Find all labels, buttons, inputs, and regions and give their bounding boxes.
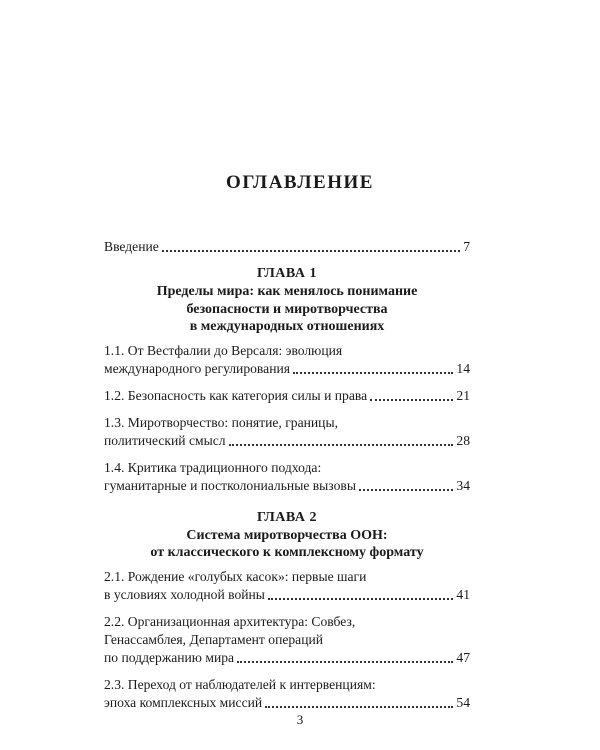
toc-page-number: 47 xyxy=(456,649,470,665)
dot-leader xyxy=(370,398,453,401)
toc-entry-1-3: 1.3. Миротворчество: понятие, границы, политический смысл 28 xyxy=(104,414,470,448)
toc-entry-1-4: 1.4. Критика традиционного подхода: гуманитарные и постколониальные вызовы 34 xyxy=(104,459,470,493)
toc-entry-title: Введение xyxy=(104,239,159,254)
dot-leader xyxy=(229,443,454,446)
toc-page-number: 54 xyxy=(456,694,470,710)
chapter-1-title: Пределы мира: как менялось понимание безопасности и миротворчества в международных отношениях xyxy=(156,284,418,334)
toc-entry-2-1: 2.1. Рождение «голубых касок»: первые шаги в условиях холодной войны 41 xyxy=(104,568,470,602)
toc-page-number: 41 xyxy=(456,586,470,602)
toc-heading: ОГЛАВЛЕНИЕ xyxy=(226,172,374,193)
chapter-1-label: ГЛАВА 1 xyxy=(257,266,317,281)
toc-page-number: 28 xyxy=(456,432,470,448)
chapter-2-label: ГЛАВА 2 xyxy=(257,509,317,525)
dot-leader xyxy=(237,660,453,663)
toc-entry-2-3: 2.3. Переход от наблюдателей к интервенциям: эпоха комплексных миссий 54 xyxy=(104,676,470,710)
toc-page-number: 7 xyxy=(463,239,470,254)
toc-entry-1-2: 1.2. Безопасность как категория силы и права 21 xyxy=(104,387,470,403)
toc-entry-intro xyxy=(104,238,470,256)
table-of-contents xyxy=(104,238,470,721)
toc-page-number: 21 xyxy=(456,387,470,403)
dot-leader xyxy=(293,371,453,374)
toc-entry-2-2: 2.2. Организационная архитектура: Совбез, Генассамблея, Департамент операций по поддержанию мира 47 xyxy=(104,613,470,665)
toc-page-number: 34 xyxy=(456,477,470,493)
toc-entry-1-1: 1.1. От Вестфалии до Версаля: эволюция международного регулирования 14 xyxy=(104,342,470,376)
page-number-footer: 3 xyxy=(296,712,304,727)
toc-page-number: 14 xyxy=(456,360,470,376)
dot-leader xyxy=(268,597,453,600)
dot-leader xyxy=(359,488,453,491)
chapter-2-title: Система миротворчества ООН: от классического к комплексному формату xyxy=(150,527,424,560)
dot-leader xyxy=(265,705,453,708)
dot-leader xyxy=(162,249,460,252)
